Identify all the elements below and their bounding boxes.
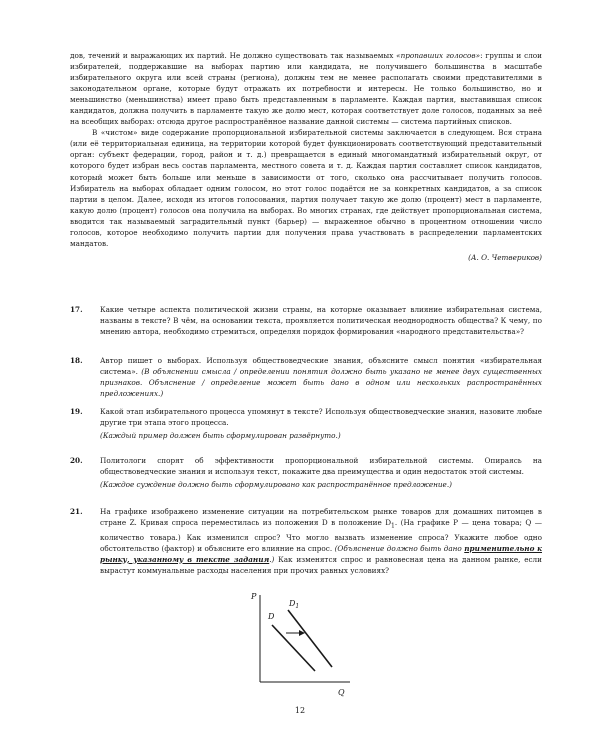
question-text: Автор пишет о выборах. Используя обществоведческие знания, объясните смысл понятия «избирательная система». bbox=[100, 356, 542, 377]
question-number: 18. bbox=[70, 356, 83, 365]
question-17 bbox=[70, 304, 542, 337]
demand-curve-d1 bbox=[288, 610, 332, 667]
question-hint: (Объяснение должно быть дано применительно к рынку, указанному в тексте задания.) bbox=[100, 543, 542, 564]
lost-votes-term: «пропавших голосов» bbox=[396, 51, 481, 60]
question-19 bbox=[70, 406, 542, 441]
question-text: Какие четыре аспекта политической жизни страны, на которые оказывает влияние избирательная система, названы в тексте? В чём, на основании текста, проявляется политическая неоднородность общества? К чему, по мнению автора, необходимо стремиться, определяя порядок формирования «народного представительства»? bbox=[100, 305, 542, 337]
question-text: Политологи спорят об эффективности пропорциональной избирательной системы. Опираясь на обществоведческие знания и используя текст, покажите два преимущества и один недостаток этой системы. bbox=[100, 456, 542, 477]
question-20 bbox=[70, 455, 542, 490]
question-hint: (В объяснении смысла / определении понятия должно быть указано не менее двух существенных признаков. Объяснение / определение может быть дано в одном или нескольких распространённых предложениях.) bbox=[100, 367, 542, 399]
question-number: 17. bbox=[70, 305, 83, 314]
question-number: 20. bbox=[70, 456, 83, 465]
question-18 bbox=[70, 355, 542, 399]
paragraph-2: В «чистом» виде содержание пропорциональной избирательной системы заключается в следующем. Вся страна (или её территориальная единица, на территории которой будет функционировать соответствующий представительный орган: субъект федерации, город, район и т. д.) превращается в единый многомандатный избирательный округ, от которого будет избран весь состав парламента, местного совета и т. д. Каждая партия составляет список кандидатов, который может быть больше или меньше в зависимости от того, сколько она рассчитывает получить голосов. Избиратель на выборах обладает одним голосом, но этот голос подаётся не за конкретных кандидатов, а за список партии в целом. Далее, исходя из итогов голосования, партия получает такую же долю (процент) мест в парламенте, какую долю (процент) голосов она получила на выборах. Во многих странах, где действует пропорциональная система, вводится так называемый заградительный пункт (барьер) — выраженное обычно в процентном отношении число голосов, которое необходимо получить партии для получения права участвовать в распределении парламентских мандатов. bbox=[70, 128, 542, 248]
question-number: 19. bbox=[70, 407, 83, 416]
x-axis-label: Q bbox=[338, 688, 345, 697]
question-21 bbox=[70, 506, 542, 576]
y-axis-label: P bbox=[251, 592, 257, 601]
curve-label-d: D bbox=[268, 612, 275, 621]
question-note: (Каждое суждение должно быть сформулировано как распространённое предложение.) bbox=[100, 480, 452, 490]
page-number: 12 bbox=[294, 706, 306, 715]
demand-curve-d bbox=[272, 625, 315, 671]
source-text bbox=[70, 50, 542, 263]
demand-shift-graph bbox=[250, 589, 360, 699]
curve-label-d1: $D_1$ bbox=[289, 599, 300, 610]
question-note: (Каждый пример должен быть сформулирован развёрнуто.) bbox=[100, 431, 341, 441]
question-text: Какой этап избирательного процесса упомянут в тексте? Используя обществоведческие знания, назовите любые другие три этапа этого процесса. bbox=[100, 407, 542, 428]
question-text: На графике изображено изменение ситуации на потребительском рынке товаров для домашних питомцев в стране Z. Кривая спроса переместилась из положения D в положение $D_1$. (На графике P — цена товара; Q — количество товара.) Как изменился спрос? Что могло вызвать изменение спроса? Укажите любое одно обстоятельство (фактор) и объясните его влияние на спрос. (Объяснение должно быть дано применительно к рынку, указанному в тексте задания.) Как изменятся спрос и равновесная цена на данном рынке, если вырастут коммунальные расходы населения при прочих равных условиях? bbox=[100, 507, 542, 575]
question-number: 21. bbox=[70, 507, 83, 516]
source-author: (А. О. Четвериков) bbox=[468, 252, 542, 262]
paragraph-1: дов, течений и выражающих их партий. Не должно существовать так называемых «пропавших голосов»: группы и слои избирателей, поддержавшие на выборах партию или кандидата, не получившего большинства в масштабе избирательного округа или всей страны (региона), должны тем не менее располагать своими представителями в законодательном органе, которые будут отражать их потребности и интересы. Не только большинство, но и меньшинство (меньшинства) имеет право быть представленным в парламенте. Каждая партия, выставившая список кандидатов, должна получить в парламенте такую же долю мест, которая соответствует доле голосов, поданных за неё на всеобщих выборах: отсюда другое распространённое название данной системы — система партийных списков. bbox=[70, 51, 542, 127]
